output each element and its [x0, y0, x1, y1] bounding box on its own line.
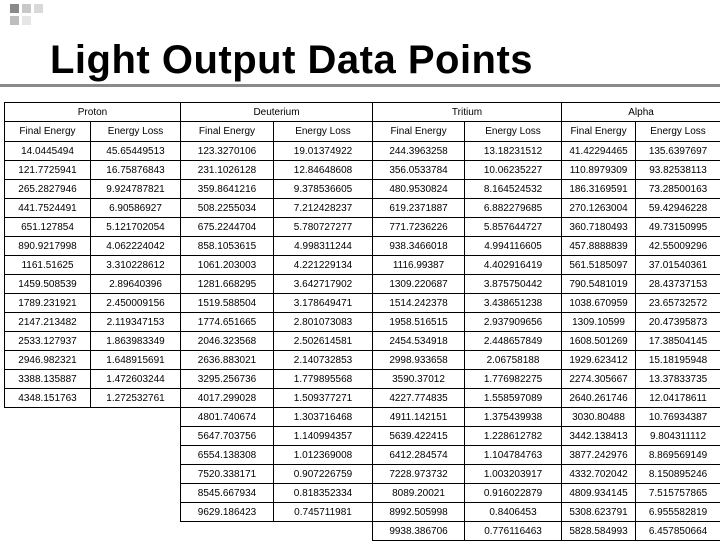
table-cell: 8.150895246 [636, 465, 720, 484]
table-cell: 15.18195948 [636, 351, 720, 370]
table-cell: 6.882279685 [465, 199, 562, 218]
table-cell: 2.448657849 [465, 332, 562, 351]
empty-cell [5, 427, 91, 446]
empty-cell [5, 522, 91, 541]
column-header: Energy Loss [636, 122, 720, 142]
table-cell: 4227.774835 [373, 389, 465, 408]
table-cell: 890.9217998 [5, 237, 91, 256]
table-cell: 457.8888839 [562, 237, 636, 256]
column-header: Energy Loss [465, 122, 562, 142]
table-cell: 8089.20021 [373, 484, 465, 503]
table-cell: 231.1026128 [181, 161, 274, 180]
table-cell: 480.9530824 [373, 180, 465, 199]
table-cell: 0.818352334 [274, 484, 373, 503]
table-cell: 1958.516515 [373, 313, 465, 332]
table-row [5, 256, 720, 275]
sub-header-row [5, 122, 720, 142]
column-header: Final Energy [181, 122, 274, 142]
decor-square [10, 4, 19, 13]
table-cell: 244.3963258 [373, 142, 465, 161]
table-cell: 2640.261746 [562, 389, 636, 408]
table-cell: 8992.505998 [373, 503, 465, 522]
table-cell: 16.75876843 [91, 161, 181, 180]
table-cell: 10.76934387 [636, 408, 720, 427]
table-cell: 5.780727277 [274, 218, 373, 237]
table-body [5, 142, 720, 541]
empty-cell [91, 522, 181, 541]
table-cell: 3.178649471 [274, 294, 373, 313]
table-cell: 110.8979309 [562, 161, 636, 180]
table-cell: 12.04178611 [636, 389, 720, 408]
table-cell: 1038.670959 [562, 294, 636, 313]
table-cell: 2946.982321 [5, 351, 91, 370]
table-cell: 356.0533784 [373, 161, 465, 180]
table-cell: 4.221229134 [274, 256, 373, 275]
table-cell: 675.2244704 [181, 218, 274, 237]
table-cell: 10.06235227 [465, 161, 562, 180]
table-cell: 1.558597089 [465, 389, 562, 408]
table-cell: 13.18231512 [465, 142, 562, 161]
column-header: Final Energy [5, 122, 91, 142]
table-cell: 5639.422415 [373, 427, 465, 446]
table-cell: 5.121702054 [91, 218, 181, 237]
table-row [5, 427, 720, 446]
empty-cell [5, 408, 91, 427]
table-cell: 2.450009156 [91, 294, 181, 313]
table-cell: 2454.534918 [373, 332, 465, 351]
table-cell: 3590.37012 [373, 370, 465, 389]
table-cell: 1.776982275 [465, 370, 562, 389]
table-cell: 4.998311244 [274, 237, 373, 256]
table-cell: 3.438651238 [465, 294, 562, 313]
column-header: Energy Loss [91, 122, 181, 142]
table-cell: 2.502614581 [274, 332, 373, 351]
table-cell: 1.228612782 [465, 427, 562, 446]
table-cell: 9938.386706 [373, 522, 465, 541]
table-cell: 3442.138413 [562, 427, 636, 446]
table-cell: 0.8406453 [465, 503, 562, 522]
table-cell: 5647.703756 [181, 427, 274, 446]
table-cell: 3295.256736 [181, 370, 274, 389]
table-cell: 4809.934145 [562, 484, 636, 503]
table-cell: 6.90586927 [91, 199, 181, 218]
group-header: Proton [5, 103, 181, 122]
table-cell: 5308.623791 [562, 503, 636, 522]
group-header: Deuterium [181, 103, 373, 122]
empty-cell [5, 484, 91, 503]
table-cell: 9629.186423 [181, 503, 274, 522]
table-cell: 1.472603244 [91, 370, 181, 389]
table-row [5, 313, 720, 332]
table-row [5, 370, 720, 389]
table-cell: 270.1263004 [562, 199, 636, 218]
table-cell: 37.01540361 [636, 256, 720, 275]
table-cell: 2.06758188 [465, 351, 562, 370]
table-cell: 2.801073083 [274, 313, 373, 332]
table-cell: 4332.702042 [562, 465, 636, 484]
table-cell: 23.65732572 [636, 294, 720, 313]
table-cell: 651.127854 [5, 218, 91, 237]
table-cell: 14.0445494 [5, 142, 91, 161]
table-cell: 1.272532761 [91, 389, 181, 408]
table-cell: 19.01374922 [274, 142, 373, 161]
table-cell: 1774.651665 [181, 313, 274, 332]
table-row [5, 237, 720, 256]
table-cell: 3030.80488 [562, 408, 636, 427]
table-cell: 73.28500163 [636, 180, 720, 199]
column-header: Final Energy [373, 122, 465, 142]
table-cell: 1.303716468 [274, 408, 373, 427]
decor-square [22, 4, 31, 13]
table-cell: 42.55009296 [636, 237, 720, 256]
table-cell: 441.7524491 [5, 199, 91, 218]
empty-cell [91, 446, 181, 465]
table-cell: 12.84648608 [274, 161, 373, 180]
table-cell: 1519.588504 [181, 294, 274, 313]
table-cell: 7228.973732 [373, 465, 465, 484]
table-cell: 121.7725941 [5, 161, 91, 180]
table-cell: 1116.99387 [373, 256, 465, 275]
table-cell: 2636.883021 [181, 351, 274, 370]
table-cell: 938.3466018 [373, 237, 465, 256]
table-cell: 0.916022879 [465, 484, 562, 503]
table-row [5, 446, 720, 465]
slide-title: Light Output Data Points [50, 38, 533, 83]
table-row [5, 142, 720, 161]
title-divider [0, 84, 720, 87]
table-cell: 3.310228612 [91, 256, 181, 275]
empty-cell [5, 465, 91, 484]
table-cell: 8.164524532 [465, 180, 562, 199]
table-cell: 4801.740674 [181, 408, 274, 427]
table-cell: 1.509377271 [274, 389, 373, 408]
table-cell: 1.140994357 [274, 427, 373, 446]
table-cell: 6412.284574 [373, 446, 465, 465]
table-cell: 1061.203003 [181, 256, 274, 275]
table-row [5, 218, 720, 237]
table-cell: 561.5185097 [562, 256, 636, 275]
table-cell: 7.212428237 [274, 199, 373, 218]
table-row [5, 199, 720, 218]
table-cell: 2998.933658 [373, 351, 465, 370]
table-cell: 6554.138308 [181, 446, 274, 465]
table-cell: 1309.220687 [373, 275, 465, 294]
table-cell: 49.73150995 [636, 218, 720, 237]
table-row [5, 180, 720, 199]
table-cell: 1514.242378 [373, 294, 465, 313]
table-cell: 359.8641216 [181, 180, 274, 199]
table-cell: 1608.501269 [562, 332, 636, 351]
decor-square [22, 16, 31, 25]
table-cell: 186.3169591 [562, 180, 636, 199]
empty-cell [5, 446, 91, 465]
table-row [5, 389, 720, 408]
table-cell: 45.65449513 [91, 142, 181, 161]
empty-cell [5, 503, 91, 522]
table-row [5, 503, 720, 522]
table-cell: 360.7180493 [562, 218, 636, 237]
table-cell: 1161.51625 [5, 256, 91, 275]
table-cell: 13.37833735 [636, 370, 720, 389]
table-cell: 6.457850664 [636, 522, 720, 541]
table-cell: 4.402916419 [465, 256, 562, 275]
table-cell: 4911.142151 [373, 408, 465, 427]
table-cell: 1.779895568 [274, 370, 373, 389]
group-header: Tritium [373, 103, 562, 122]
column-header: Final Energy [562, 122, 636, 142]
empty-cell [91, 408, 181, 427]
table-row [5, 408, 720, 427]
table-cell: 93.82538113 [636, 161, 720, 180]
table-cell: 20.47395873 [636, 313, 720, 332]
table-cell: 9.378536605 [274, 180, 373, 199]
table-row [5, 275, 720, 294]
table-cell: 9.804311112 [636, 427, 720, 446]
table-cell: 2046.323568 [181, 332, 274, 351]
table-row [5, 332, 720, 351]
light-output-table [4, 102, 720, 541]
decorative-squares [0, 0, 60, 40]
table-cell: 5.857644727 [465, 218, 562, 237]
table-cell: 4017.299028 [181, 389, 274, 408]
table-cell: 265.2827946 [5, 180, 91, 199]
table-cell: 2147.213482 [5, 313, 91, 332]
table-row [5, 522, 720, 541]
table-cell: 1.863983349 [91, 332, 181, 351]
table-row [5, 294, 720, 313]
table-cell: 1309.10599 [562, 313, 636, 332]
empty-cell [181, 522, 274, 541]
table-cell: 1281.668295 [181, 275, 274, 294]
empty-cell [91, 427, 181, 446]
table-row [5, 465, 720, 484]
table-cell: 4.994116605 [465, 237, 562, 256]
table-cell: 135.6397697 [636, 142, 720, 161]
table-cell: 0.907226759 [274, 465, 373, 484]
table-cell: 790.5481019 [562, 275, 636, 294]
table-cell: 4.062224042 [91, 237, 181, 256]
table-cell: 2533.127937 [5, 332, 91, 351]
group-header-row [5, 103, 720, 122]
table-cell: 123.3270106 [181, 142, 274, 161]
empty-cell [91, 484, 181, 503]
table-cell: 28.43737153 [636, 275, 720, 294]
empty-cell [274, 522, 373, 541]
table-row [5, 351, 720, 370]
table-cell: 1.012369008 [274, 446, 373, 465]
table-cell: 3877.242976 [562, 446, 636, 465]
table-cell: 5828.584993 [562, 522, 636, 541]
table-cell: 17.38504145 [636, 332, 720, 351]
table-cell: 7.515757865 [636, 484, 720, 503]
table-cell: 0.745711981 [274, 503, 373, 522]
table-cell: 2.89640396 [91, 275, 181, 294]
column-header: Energy Loss [274, 122, 373, 142]
empty-cell [91, 465, 181, 484]
group-header: Alpha [562, 103, 720, 122]
table-cell: 8545.667934 [181, 484, 274, 503]
table-cell: 8.869569149 [636, 446, 720, 465]
table-cell: 59.42946228 [636, 199, 720, 218]
table-cell: 9.924787821 [91, 180, 181, 199]
table-cell: 0.776116463 [465, 522, 562, 541]
table-cell: 1.648915691 [91, 351, 181, 370]
table-cell: 508.2255034 [181, 199, 274, 218]
table-cell: 619.2371887 [373, 199, 465, 218]
table-cell: 1.104784763 [465, 446, 562, 465]
table-cell: 1929.623412 [562, 351, 636, 370]
table-cell: 2.119347153 [91, 313, 181, 332]
table-cell: 7520.338171 [181, 465, 274, 484]
table-cell: 2.937909656 [465, 313, 562, 332]
table-cell: 1459.508539 [5, 275, 91, 294]
table-row [5, 161, 720, 180]
table-cell: 2.140732853 [274, 351, 373, 370]
table-cell: 1789.231921 [5, 294, 91, 313]
table-cell: 1.003203917 [465, 465, 562, 484]
table-cell: 1.375439938 [465, 408, 562, 427]
table-cell: 41.42294465 [562, 142, 636, 161]
decor-square [34, 4, 43, 13]
table-cell: 3.642717902 [274, 275, 373, 294]
table-cell: 2274.305667 [562, 370, 636, 389]
table-cell: 3388.135887 [5, 370, 91, 389]
table-cell: 771.7236226 [373, 218, 465, 237]
table-row [5, 484, 720, 503]
decor-square [10, 16, 19, 25]
table-cell: 3.875750442 [465, 275, 562, 294]
table-cell: 858.1053615 [181, 237, 274, 256]
table-cell: 4348.151763 [5, 389, 91, 408]
empty-cell [91, 503, 181, 522]
table-cell: 6.955582819 [636, 503, 720, 522]
